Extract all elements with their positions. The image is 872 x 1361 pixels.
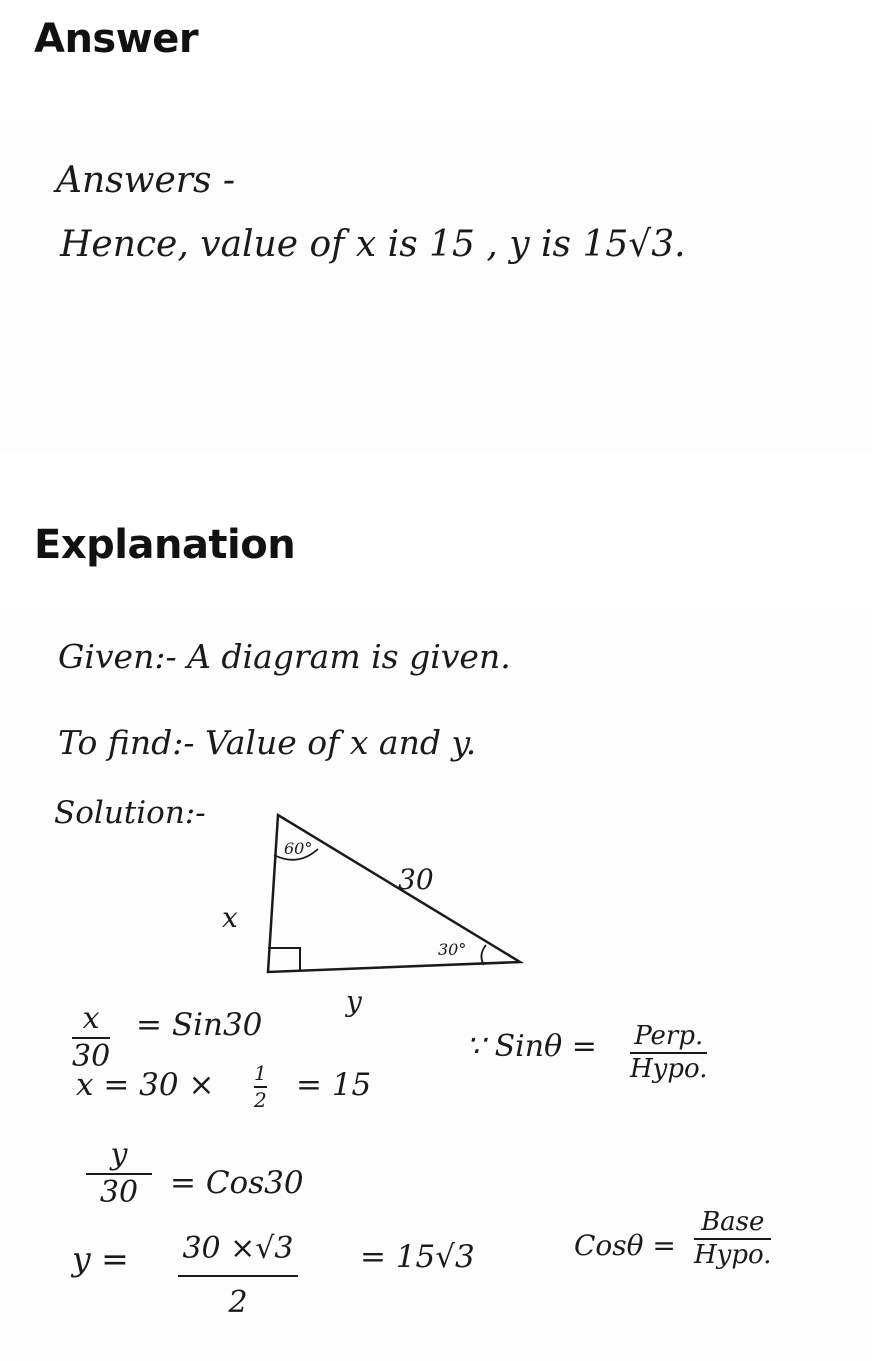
cos-rule-denominator: Hypo. — [694, 1240, 772, 1271]
step3-rhs: = Cos30 — [170, 1165, 304, 1201]
to-find-line: To find:- Value of x and y. — [58, 723, 477, 762]
explanation-heading: Explanation — [34, 522, 296, 568]
step4-result: = 15√3 — [360, 1239, 475, 1275]
answer-note-line: Hence, value of x is 15 , y is 15√3. — [60, 224, 686, 265]
step3-denominator: 30 — [99, 1174, 139, 1210]
step4-numerator: 30 ×√3 — [182, 1231, 294, 1266]
step3-fraction — [86, 1139, 152, 1208]
cos-rule-lhs: Cosθ = — [574, 1229, 676, 1262]
angle-right-label: 30° — [438, 940, 467, 959]
answer-heading: Answer — [34, 16, 199, 62]
step2-result: = 15 — [296, 1067, 372, 1103]
sin-rule-numerator: Perp. — [634, 1021, 704, 1051]
sin-rule-denominator: Hypo. — [630, 1054, 708, 1085]
cos-rule-fraction — [694, 1209, 771, 1270]
answer-handwritten-image — [0, 120, 872, 450]
sin-rule-lhs: ∵ Sinθ = — [466, 1029, 597, 1064]
explanation-handwritten-image — [0, 615, 872, 1361]
step2-frac-denominator: 2 — [254, 1088, 267, 1112]
fraction-bar — [178, 1275, 298, 1277]
step3-numerator: y — [110, 1137, 128, 1172]
solution-label: Solution:- — [54, 795, 206, 831]
step4-denominator: 2 — [228, 1284, 248, 1320]
step2-fraction — [254, 1063, 267, 1111]
right-angle-marker — [268, 948, 300, 971]
cos-rule-numerator: Base — [701, 1207, 765, 1237]
answer-note-title: Answers - — [56, 160, 236, 201]
angle-arc-right — [481, 945, 486, 965]
step2-lhs: x = 30 × — [76, 1067, 215, 1103]
step1-fraction — [72, 1003, 110, 1072]
hypotenuse-label: 30 — [398, 863, 434, 896]
step1-denominator: 30 — [72, 1038, 111, 1074]
angle-top-label: 60° — [284, 839, 313, 858]
step1-rhs: = Sin30 — [136, 1007, 263, 1043]
step2-frac-numerator: 1 — [254, 1061, 267, 1085]
given-line: Given:- A diagram is given. — [58, 637, 511, 676]
step1-numerator: x — [82, 1001, 100, 1036]
bottom-side-label: y — [346, 985, 362, 1018]
step4-lhs: y = — [72, 1239, 129, 1278]
sin-rule-fraction — [630, 1023, 707, 1084]
step4-fraction — [178, 1233, 298, 1318]
left-side-label: x — [222, 901, 238, 934]
